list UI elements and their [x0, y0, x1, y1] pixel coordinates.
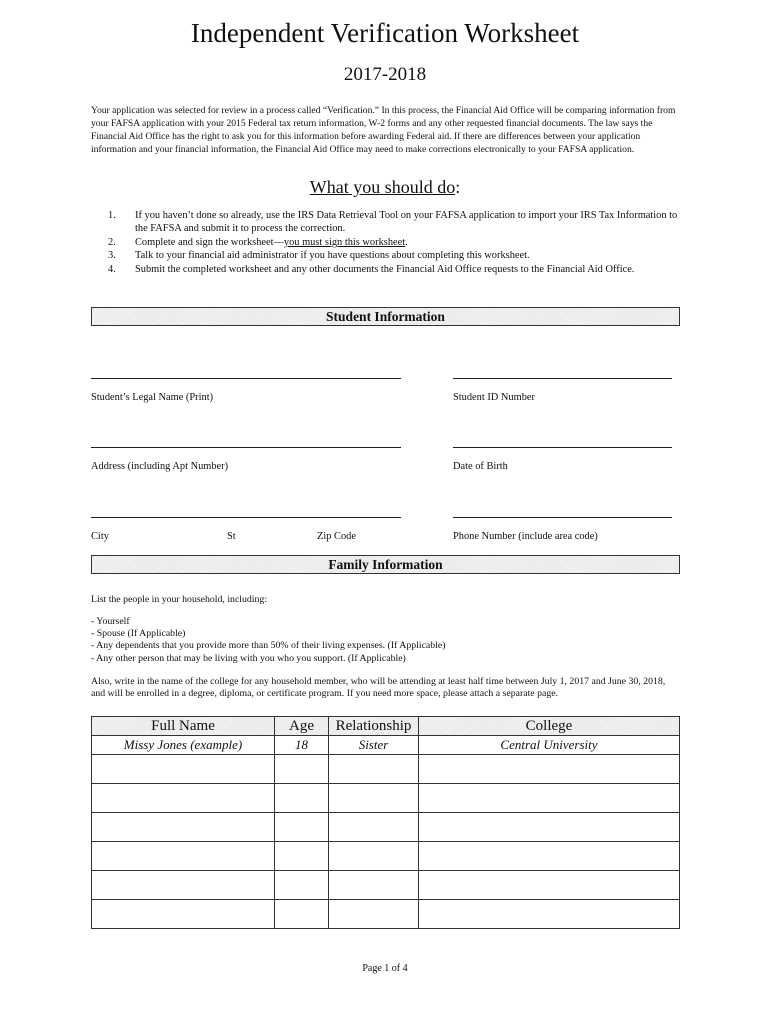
college-cell[interactable] [419, 813, 680, 842]
name-cell[interactable] [92, 755, 275, 784]
example-college: Central University [419, 736, 680, 755]
family-information-header: Family Information [91, 555, 680, 574]
age-cell[interactable] [275, 900, 329, 929]
col-header-college: College [419, 717, 680, 736]
state-label: St [227, 531, 236, 542]
relationship-cell[interactable] [329, 755, 419, 784]
col-header-age: Age [275, 717, 329, 736]
list-item: - Yourself [91, 616, 130, 627]
example-row [92, 736, 680, 755]
relationship-cell[interactable] [329, 842, 419, 871]
household-table [91, 716, 680, 929]
college-cell[interactable] [419, 784, 680, 813]
household-list [91, 616, 681, 665]
table-row [92, 813, 680, 842]
instruction-steps [108, 209, 688, 276]
page-title: Independent Verification Worksheet [190, 18, 580, 48]
step-text-part: . [405, 236, 408, 248]
student-id-label: Student ID Number [453, 392, 535, 403]
example-name: Missy Jones (example) [92, 736, 275, 755]
name-cell[interactable] [92, 784, 275, 813]
table-header-row [92, 717, 680, 736]
table-row [92, 755, 680, 784]
must-sign-emphasis: you must sign this worksheet [283, 236, 406, 248]
age-cell[interactable] [275, 842, 329, 871]
relationship-cell[interactable] [329, 871, 419, 900]
award-year: 2017-2018 [343, 64, 427, 85]
college-cell[interactable] [419, 871, 680, 900]
name-cell[interactable] [92, 813, 275, 842]
table-row [92, 871, 680, 900]
dob-line[interactable] [453, 447, 672, 448]
household-intro: List the people in your household, including: [91, 594, 268, 605]
step-text: Talk to your financial aid administrator if you have questions about completing this worksheet. [135, 250, 530, 262]
what-you-should-do-heading [0, 177, 770, 198]
list-item: - Any dependents that you provide more than 50% of their living expenses. (If Applicable) [91, 640, 446, 652]
phone-label: Phone Number (include area code) [453, 531, 598, 542]
relationship-cell[interactable] [329, 813, 419, 842]
example-relationship: Sister [329, 736, 419, 755]
step-text-part: Complete and sign the worksheet— [135, 236, 284, 248]
city-state-zip-line[interactable] [91, 517, 401, 518]
relationship-cell[interactable] [329, 784, 419, 813]
step-number: 2. [108, 236, 116, 248]
zip-label: Zip Code [317, 531, 356, 542]
step-number: 1. [108, 210, 116, 221]
step-item [108, 249, 688, 262]
example-age: 18 [275, 736, 329, 755]
address-label: Address (including Apt Number) [91, 461, 229, 472]
name-cell[interactable] [92, 842, 275, 871]
name-cell[interactable] [92, 871, 275, 900]
city-label: City [91, 531, 109, 542]
step-text: If you haven’t done so already, use the IRS Data Retrieval Tool on your FAFSA application to import your IRS Tax Information to the FAFSA and submit it to process the correction. [135, 210, 678, 235]
what-heading-text: What you should do [309, 177, 456, 197]
list-item: - Any other person that may be living with you who you support. (If Applicable) [91, 652, 406, 664]
step-text: Submit the completed worksheet and any other documents the Financial Aid Office requests to the Financial Aid Office. [135, 263, 635, 275]
table-row [92, 900, 680, 929]
name-cell[interactable] [92, 900, 275, 929]
dob-label: Date of Birth [453, 461, 508, 472]
step-number: 4. [108, 263, 116, 275]
step-item [108, 263, 688, 276]
college-note: Also, write in the name of the college for any household member, who will be attending at least half time between July 1, 2017 and June 30, 2018, and will be enrolled in a degree, diploma, or certificate program. If you need more space, please attach a separate page. [91, 676, 666, 700]
step-item [108, 236, 688, 249]
college-cell[interactable] [419, 900, 680, 929]
student-id-line[interactable] [453, 378, 672, 379]
step-number: 3. [108, 250, 116, 262]
college-cell[interactable] [419, 842, 680, 871]
what-heading-colon: : [455, 177, 461, 197]
legal-name-label: Student’s Legal Name (Print) [91, 392, 214, 403]
legal-name-line[interactable] [91, 378, 401, 379]
phone-line[interactable] [453, 517, 672, 518]
address-line[interactable] [91, 447, 401, 448]
age-cell[interactable] [275, 784, 329, 813]
student-information-header: Student Information [91, 307, 680, 326]
relationship-cell[interactable] [329, 900, 419, 929]
col-header-full-name: Full Name [92, 717, 275, 736]
step-item [108, 209, 688, 236]
college-cell[interactable] [419, 755, 680, 784]
table-row [92, 784, 680, 813]
col-header-relationship: Relationship [329, 717, 419, 736]
table-row [92, 842, 680, 871]
list-item: - Spouse (If Applicable) [91, 628, 186, 640]
page-number: Page 1 of 4 [362, 963, 408, 974]
intro-paragraph: Your application was selected for review in a process called “Verification.” In this process, the Financial Aid Office will be comparing information from your FAFSA application with your 2015 Federal tax return information, W-2 forms and any other requested financial documents. The law says the Financial Aid Office has the right to ask you for this information before awarding Federal aid. If there are differences between your application information and your financial information, the Financial Aid Office may need to make corrections electronically to your FAFSA application. [91, 105, 676, 155]
age-cell[interactable] [275, 871, 329, 900]
step-text [135, 236, 688, 249]
age-cell[interactable] [275, 813, 329, 842]
age-cell[interactable] [275, 755, 329, 784]
